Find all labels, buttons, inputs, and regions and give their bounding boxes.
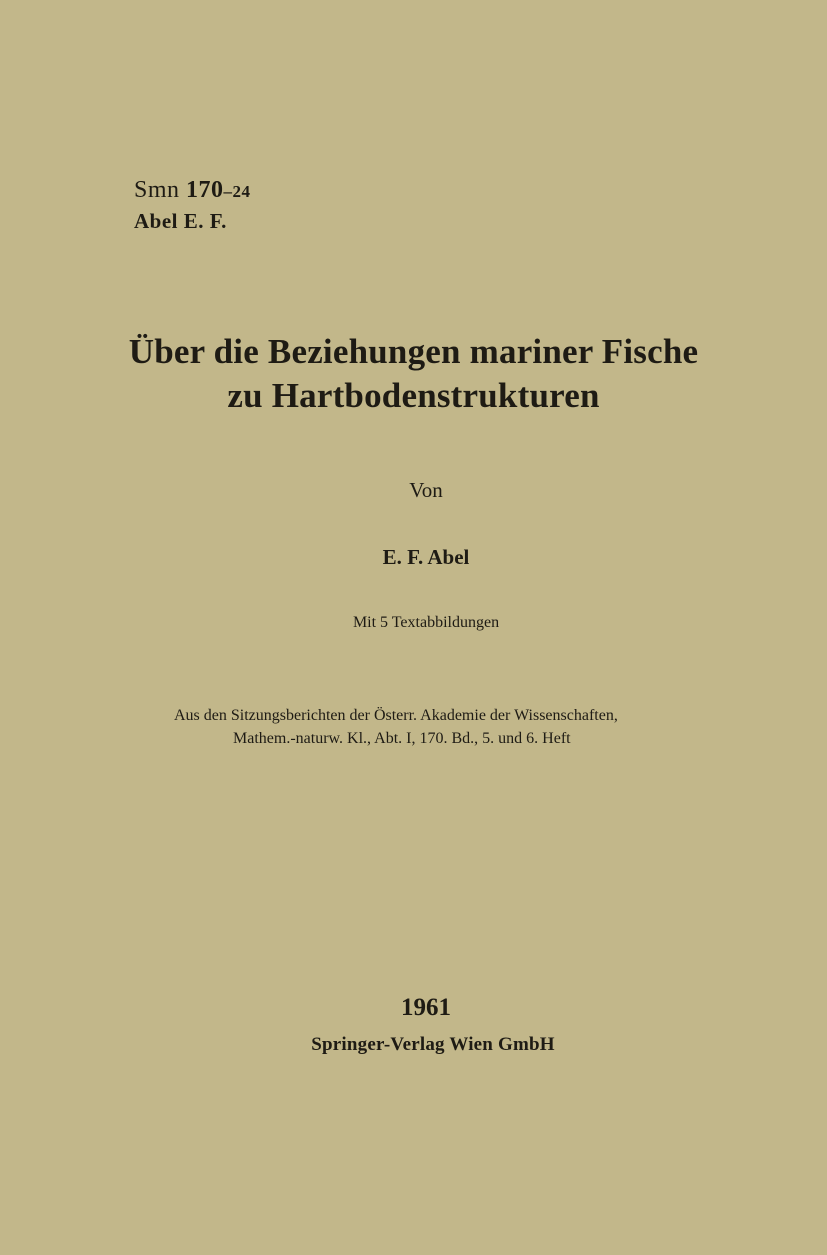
source-line-1: Aus den Sitzungsberichten der Österr. Akademie der Wissenschaften, bbox=[174, 707, 618, 724]
shelfmark bbox=[134, 178, 251, 232]
figures-note: Mit 5 Textabbildungen bbox=[352, 614, 500, 631]
publication-year: 1961 bbox=[401, 994, 451, 1021]
shelfmark-author: Abel E. F. bbox=[134, 209, 227, 233]
shelfmark-code bbox=[134, 178, 251, 202]
title-line-1: Über die Beziehungen mariner Fische bbox=[128, 332, 699, 371]
publisher: Springer-Verlag Wien GmbH bbox=[311, 1034, 555, 1055]
author-name: E. F. Abel bbox=[382, 545, 470, 569]
source-citation bbox=[174, 704, 714, 750]
shelfmark-number: 170 bbox=[186, 177, 224, 203]
title-line-2: zu Hartbodenstrukturen bbox=[227, 376, 600, 415]
shelfmark-prefix: Smn bbox=[134, 177, 180, 203]
byline-von: Von bbox=[409, 478, 443, 502]
shelfmark-suffix: –24 bbox=[223, 182, 251, 201]
source-line-2: Mathem.-naturw. Kl., Abt. I, 170. Bd., 5. und 6. Heft bbox=[233, 730, 571, 747]
document-title bbox=[0, 330, 827, 418]
